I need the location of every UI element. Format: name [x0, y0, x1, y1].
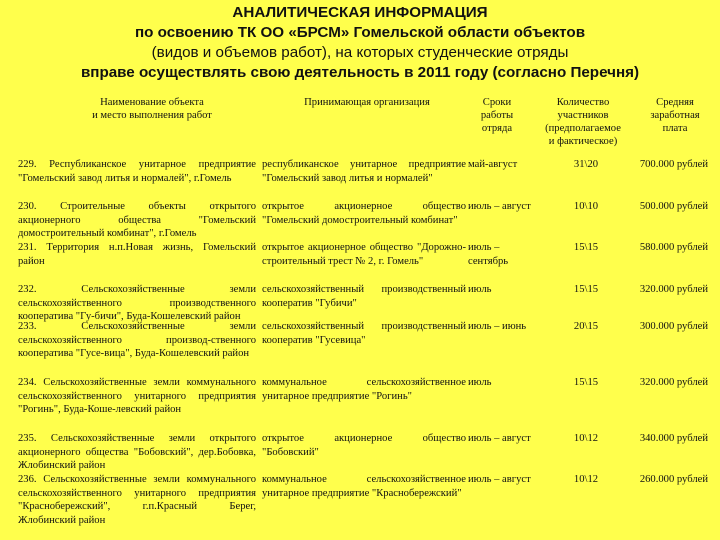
header-object-line1: Наименование объекта [100, 97, 204, 108]
title-line-3: (видов и объемов работ), на которых студенческие отряды [151, 44, 569, 61]
row-salary: 500.000 рублей [639, 201, 708, 212]
row-object: 229. Республиканское унитарное предприятие "Гомельский завод литья и нормалей", г.Гомель [18, 159, 256, 184]
row-salary: 320.000 рублей [639, 284, 708, 295]
row-salary: 580.000 рублей [639, 242, 708, 253]
header-count-line3: (предполагаемое [545, 123, 621, 134]
row-org: открытое акционерное общество "Гомельский домостроительный комбинат" [262, 201, 466, 226]
header-org-text: Принимающая организация [304, 97, 430, 108]
header-object [52, 96, 252, 122]
header-term-line2: работы [480, 110, 514, 121]
header-salary-line2: заработная [650, 110, 700, 121]
header-object-line2: и место выполнения работ [92, 110, 212, 121]
row-term: июль – сентябрь [468, 242, 509, 267]
row-object: 230. Строительные объекты открытого акционерного общества "Гомельский домостроительный комбинат", г.Гомель [18, 201, 256, 239]
row-term: май-август [468, 159, 518, 170]
row-org: сельскохозяйственный производственный кооператив "Губичи" [262, 284, 466, 309]
row-term: июль – июнь [468, 321, 527, 332]
row-org: республиканское унитарное предприятие "Гомельский завод литья и нормалей" [262, 159, 466, 184]
row-object: 235. Сельскохозяйственные земли открытого акционерного общества "Бобовский", дер.Бобовка, Жлобинский район [18, 433, 256, 471]
row-count: 15\15 [573, 242, 599, 253]
row-count: 15\15 [573, 284, 599, 295]
row-org: открытое акционерное общество "Бобовский" [262, 433, 466, 458]
document-title [0, 3, 720, 83]
header-term-line3: отряда [481, 123, 513, 134]
row-salary: 300.000 рублей [639, 321, 708, 332]
header-count-line2: участников [557, 110, 609, 121]
title-line-1: АНАЛИТИЧЕСКАЯ ИНФОРМАЦИЯ [232, 4, 488, 21]
row-object: 232. Сельскохозяйственные земли сельскохозяйственного производственного кооператива "Гу-бичи", Буда-Кошелевский район [18, 284, 256, 322]
header-salary [630, 96, 720, 135]
title-line-4: вправе осуществлять свою деятельность в 2011 году (согласно Перечня) [80, 64, 640, 81]
header-term [462, 96, 532, 135]
row-object: 231. Территория н.п.Новая жизнь, Гомельский район [18, 242, 256, 267]
row-term: июль – август [468, 201, 531, 212]
row-term: июль [468, 377, 492, 388]
header-term-line1: Сроки [482, 97, 512, 108]
row-count: 31\20 [573, 159, 599, 170]
row-count: 10\12 [573, 433, 599, 444]
row-object: 236. Сельскохозяйственные земли коммунального сельскохозяйственного унитарного предприятия "Краснобережский", г.п.Красный Берег, Жлобинский район [18, 474, 256, 526]
row-org: коммунальное сельскохозяйственное унитарное предприятие "Рогинь" [262, 377, 466, 402]
row-salary: 340.000 рублей [639, 433, 708, 444]
row-count: 10\10 [573, 201, 599, 212]
header-count-line4: и фактическое) [548, 136, 618, 147]
row-count: 15\15 [573, 377, 599, 388]
row-term: июль – август [468, 474, 531, 485]
row-salary: 320.000 рублей [639, 377, 708, 388]
row-term: июль – август [468, 433, 531, 444]
header-org [262, 96, 472, 109]
row-salary: 260.000 рублей [639, 474, 708, 485]
row-org: коммунальное сельскохозяйственное унитарное предприятие "Краснобережский" [262, 474, 466, 499]
header-count-line1: Количество [556, 97, 610, 108]
header-salary-line1: Средняя [656, 97, 694, 108]
row-object: 233. Сельскохозяйственные земли сельскохозяйственного производ-ственного кооператива "Гусе-вица", Буда-Кошелевский район [18, 321, 256, 359]
header-count [528, 96, 638, 148]
row-org: сельскохозяйственный производственный кооператив "Гусевица" [262, 321, 466, 346]
row-term: июль [468, 284, 492, 295]
row-salary: 700.000 рублей [639, 159, 708, 170]
row-count: 20\15 [573, 321, 599, 332]
row-org: открытое акционерное общество "Дорожно-строительный трест № 2, г. Гомель" [262, 242, 466, 267]
row-count: 10\12 [573, 474, 599, 485]
header-salary-line3: плата [662, 123, 688, 134]
title-line-2: по освоению ТК ОО «БРСМ» Гомельской области объектов [134, 24, 586, 41]
row-object: 234. Сельскохозяйственные земли коммунального сельскохозяйственного унитарного предприятия "Рогинь", Буда-Коше-левский район [18, 377, 256, 415]
